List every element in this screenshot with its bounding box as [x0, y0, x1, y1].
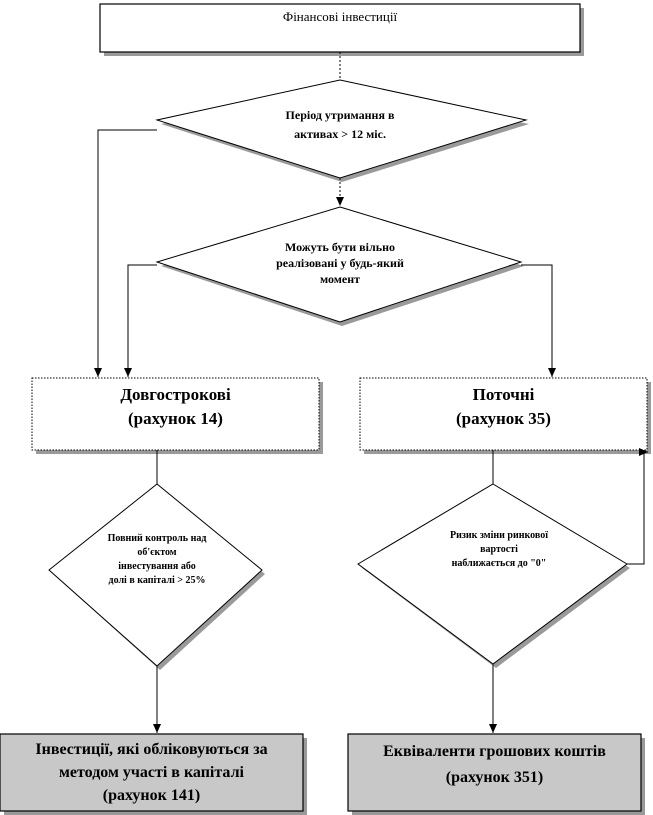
title-text: Фінансові інвестиції	[282, 9, 398, 24]
decision-risk-line-2: вартості	[480, 544, 518, 555]
cash-equivalents-label	[348, 739, 641, 791]
decision-control-label	[82, 532, 232, 588]
decision-control-line-3: інвестування або	[118, 561, 196, 572]
connector-realize-to-long-term	[128, 265, 157, 377]
title-label	[100, 9, 580, 25]
equity-method-line-1: Інвестиції, які обліковуються за	[35, 741, 268, 758]
equity-method-line-2: методом участі в капіталі	[59, 764, 244, 781]
decision-control-line-2: об'єктом	[137, 547, 177, 558]
connector-risk-loop-to-current	[627, 452, 648, 564]
decision-risk-line-1: Ризик зміни ринкової	[450, 530, 548, 541]
decision-realize-line-2: реалізовані у будь-який	[276, 256, 404, 270]
long-term-line-1: Довгострокові	[120, 385, 231, 404]
connector-realize-to-current	[521, 265, 552, 377]
long-term-label	[32, 383, 319, 431]
decision-control-line-1: Повний контроль над	[107, 533, 207, 544]
decision-risk-label	[419, 529, 579, 571]
decision-period-label	[220, 106, 460, 144]
long-term-line-2: (рахунок 14)	[128, 409, 223, 428]
decision-realize-line-1: Можуть бути вільно	[285, 240, 395, 254]
decision-realize-line-3: момент	[319, 272, 361, 286]
current-line-1: Поточні	[472, 385, 535, 404]
current-label	[360, 383, 647, 431]
cash-equivalents-line-2: (рахунок 351)	[445, 769, 544, 786]
decision-risk-line-3: наближається до "0"	[451, 558, 547, 569]
decision-risk-diamond	[358, 484, 627, 664]
cash-equivalents-line-1: Еквіваленти грошових коштів	[383, 743, 606, 760]
decision-control-line-4: долі в капіталі > 25%	[108, 575, 206, 586]
equity-method-label	[0, 738, 303, 807]
current-line-2: (рахунок 35)	[456, 409, 551, 428]
decision-realize-label	[220, 239, 460, 287]
equity-method-line-3: (рахунок 141)	[102, 787, 201, 804]
decision-period-line-2: активах > 12 міс.	[294, 127, 386, 141]
decision-period-line-1: Період утримання в	[285, 108, 395, 122]
